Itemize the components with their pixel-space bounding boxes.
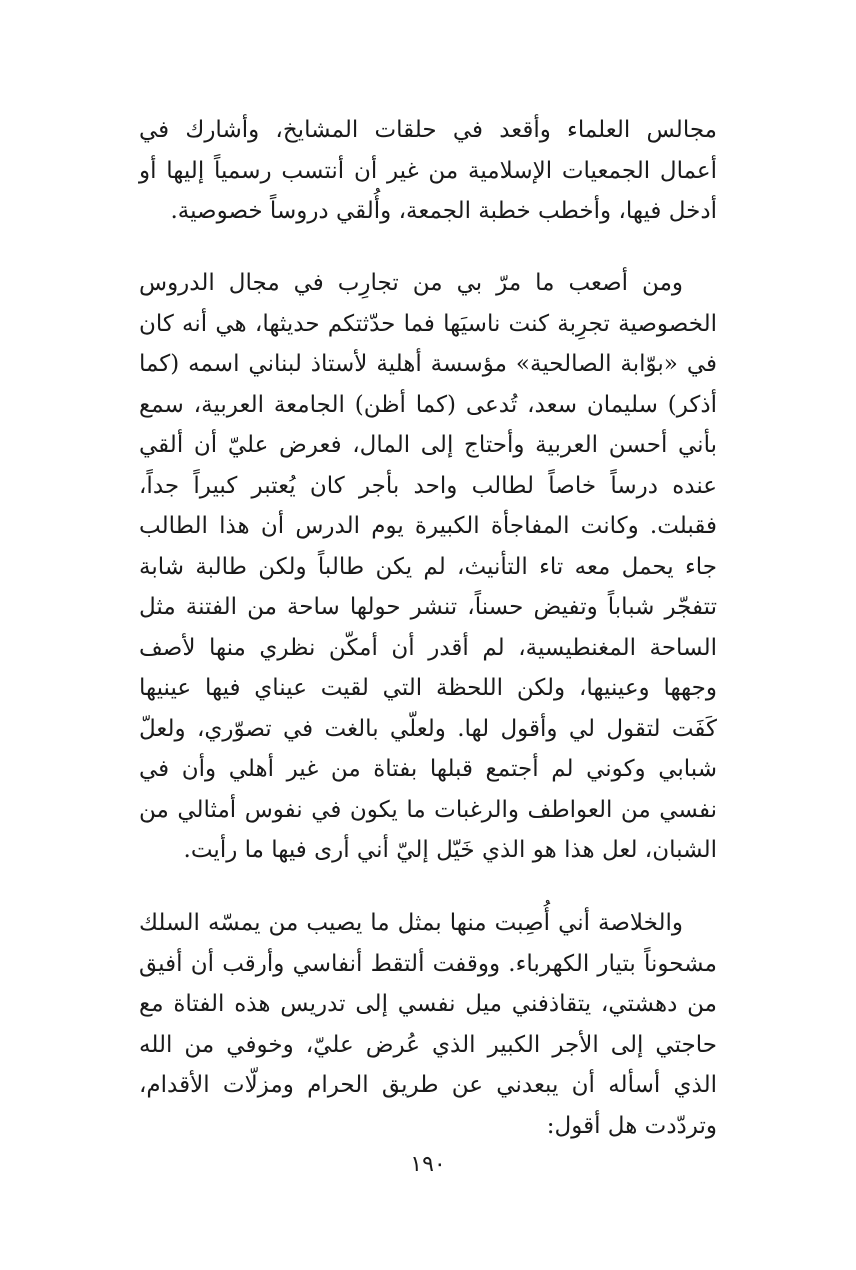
paragraph-1-block (139, 110, 717, 232)
paragraph-3: والخلاصة أني أُصِبت منها بمثل ما يصيب من يمسّه السلك مشحوناً بتيار الكهرباء. ووقفت ألتقط أنفاسي وأرقب أن أفيق من دهشتي، يتقاذفني ميل نفسي إلى تدريس هذه الفتاة مع حاجتي إلى الأجر الكبير الذي عُرض عليّ، وخوفي من الله الذي أسأله أن يبعدني عن طريق الحرام ومزلّات الأقدام، وتردّدت هل أقول: (139, 910, 717, 1139)
paragraph-2: ومن أصعب ما مرّ بي من تجارِب في مجال الدروس الخصوصية تجرِبة كنت ناسيَها فما حدّثتكم حديثها، هي أنه كان في «بوّابة الصالحية» مؤسسة أهلية لأستاذ لبناني اسمه (كما أذكر) سليمان سعد، تُدعى (كما أظن) الجامعة العربية، سمع بأني أحسن العربية وأحتاج إلى المال، فعرض عليّ أن ألقي عنده درساً خاصاً لطالب واحد بأجر كان يُعتبر كبيراً جداً، فقبلت. وكانت المفاجأة الكبيرة يوم الدرس أن هذا الطالب جاء يحمل معه تاء التأنيث، لم يكن طالباً ولكن طالبة شابة تتفجّر شباباً وتفيض حسناً، تنشر حولها ساحة من الفتنة مثل الساحة المغنطيسية، لم أقدر أن أمكّن نظري منها لأصف وجهها وعينيها، ولكن اللحظة التي لقيت عيناي فيها عينيها كَفَت لتقول لي وأقول لها. ولعلّي بالغت في تصوّري، ولعلّ شبابي وكوني لم أجتمع قبلها بفتاة من غير أهلي وأن في نفسي من العواطف والرغبات ما يكون في نفوس أمثالي من الشبان، لعل هذا هو الذي خَيّل إليّ أني أرى فيها ما رأيت. (139, 270, 717, 863)
paragraph-1: مجالس العلماء وأقعد في حلقات المشايخ، وأشارك في أعمال الجمعيات الإسلامية من غير أن أنتسب رسمياً إليها أو أدخل فيها، وأخطب خطبة الجمعة، وأُلقي دروساً خصوصية. (139, 117, 717, 224)
paragraph-2-block (139, 263, 717, 871)
page-number: ١٩٠ (410, 1152, 446, 1177)
paragraph-3-block (139, 903, 717, 1146)
